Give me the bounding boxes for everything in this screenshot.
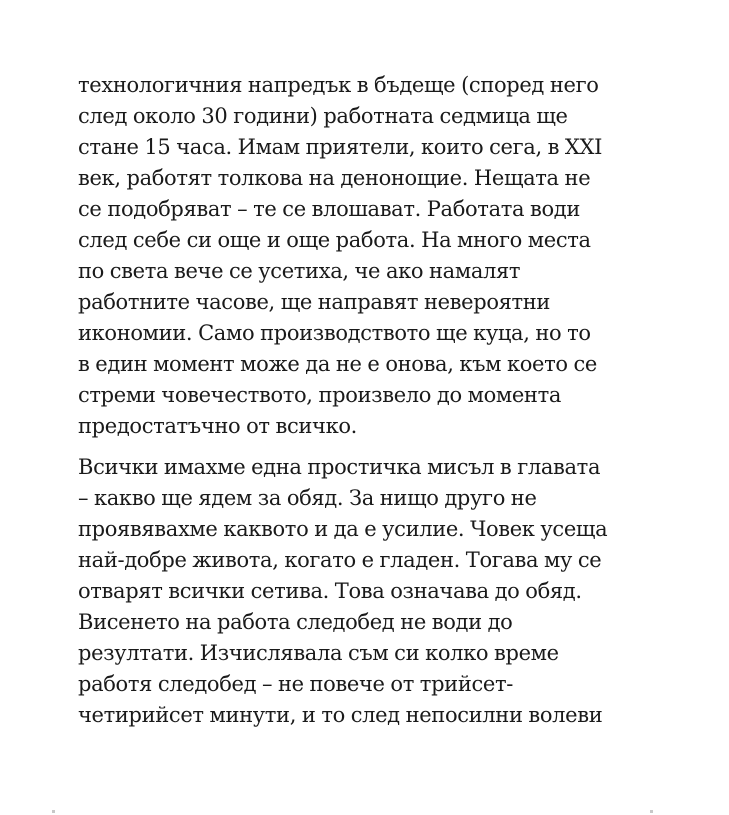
body-text bbox=[78, 70, 638, 731]
text-line: се подобряват – те се влошават. Работата води bbox=[78, 197, 580, 221]
text-line: икономии. Само производството ще куца, но то bbox=[78, 321, 591, 345]
text-line: резултати. Изчислявала съм си колко време bbox=[78, 641, 559, 665]
paragraph-1 bbox=[78, 70, 638, 442]
text-line: след около 30 години) работната седмица ще bbox=[78, 104, 568, 128]
text-line: стане 15 часа. Имам приятели, които сега, в XXI bbox=[78, 135, 603, 159]
text-line: най-добре живота, когато е гладен. Тогава му се bbox=[78, 548, 602, 572]
text-line: отварят всички сетива. Това означава до обяд. bbox=[78, 579, 582, 603]
paragraph-2 bbox=[78, 452, 638, 731]
text-line: предостатъчно от всичко. bbox=[78, 414, 357, 438]
text-line: Всички имахме една простичка мисъл в главата bbox=[78, 455, 601, 479]
text-line: век, работят толкова на денонощие. Нещата не bbox=[78, 166, 591, 190]
text-line: технологичния напредък в бъдеще (според него bbox=[78, 73, 599, 97]
text-line: – какво ще ядем за обяд. За нищо друго не bbox=[78, 486, 537, 510]
text-line: работя следобед – не повече от трийсет- bbox=[78, 672, 513, 696]
text-line: четирийсет минути, и то след непосилни волеви bbox=[78, 703, 603, 727]
page-corner-mark bbox=[650, 810, 653, 813]
text-line: проявявахме каквото и да е усилие. Човек усеща bbox=[78, 517, 608, 541]
text-line: работните часове, ще направят невероятни bbox=[78, 290, 551, 314]
text-line: по света вече се усетиха, че ако намалят bbox=[78, 259, 521, 283]
text-line: стреми човечеството, произвело до момента bbox=[78, 383, 562, 407]
text-line: след себе си още и още работа. На много места bbox=[78, 228, 591, 252]
page-corner-mark bbox=[52, 810, 55, 813]
text-line: Висенето на работа следобед не води до bbox=[78, 610, 513, 634]
text-line: в един момент може да не е онова, към което се bbox=[78, 352, 597, 376]
